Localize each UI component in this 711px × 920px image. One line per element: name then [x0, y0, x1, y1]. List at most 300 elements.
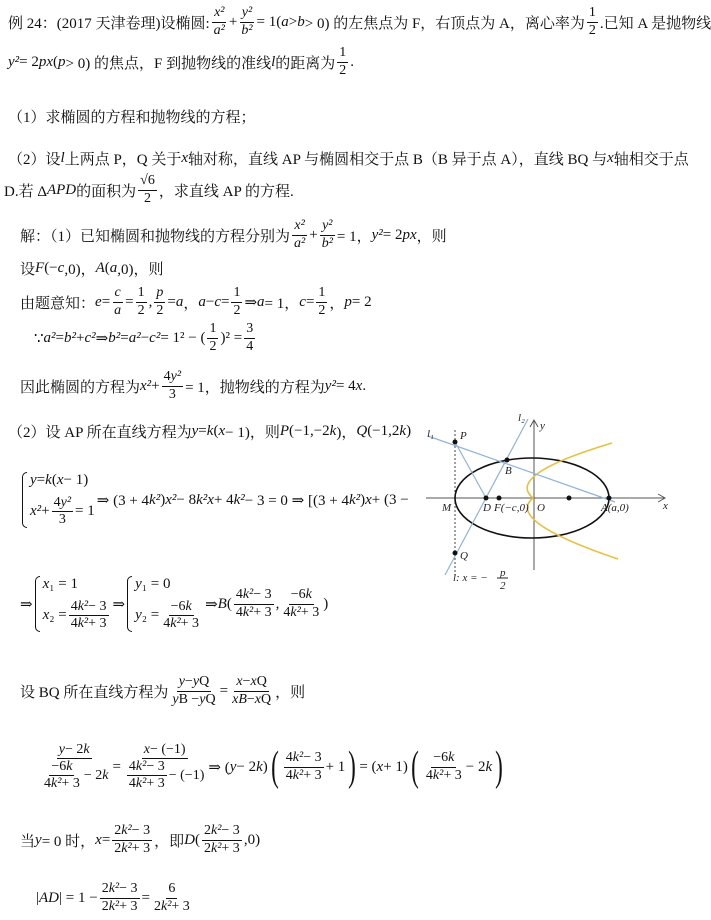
math-variable: x — [218, 422, 226, 439]
text-run: Q — [205, 691, 216, 707]
numerator — [240, 5, 254, 22]
math-variable: k²x — [196, 491, 214, 508]
text-run: 4 — [285, 750, 293, 766]
numerator — [57, 742, 92, 759]
text-run: − 3 — [146, 758, 165, 774]
system-row — [43, 599, 111, 632]
label-directrix: l: x = − — [453, 572, 488, 584]
math-variable: l — [271, 53, 276, 70]
text-run: 1 — [318, 285, 326, 301]
numerator — [289, 587, 314, 604]
math-variable: x — [355, 377, 363, 394]
numerator — [169, 599, 194, 616]
system-rows — [135, 576, 203, 632]
math-variable: k — [485, 758, 493, 775]
denominator — [123, 759, 206, 792]
denominator — [127, 776, 167, 792]
text-run: 1 — [137, 285, 145, 301]
math-variable: y² — [371, 226, 383, 243]
denominator — [57, 512, 68, 528]
math-variable: D — [184, 831, 195, 848]
math-variable: k² — [121, 840, 132, 856]
text-run: Q — [256, 674, 267, 690]
denominator — [292, 236, 307, 252]
equation-system — [35, 576, 111, 632]
text-run: 上两点 P，Q 关于 — [64, 151, 182, 168]
left-brace — [35, 576, 40, 632]
denominator — [100, 899, 140, 915]
text-run: 设 — [20, 261, 36, 278]
numerator — [49, 759, 74, 776]
fraction — [162, 369, 183, 402]
math-variable: y² — [322, 218, 333, 234]
text-run: + 3 — [131, 840, 151, 856]
fraction — [316, 285, 327, 318]
text-run: 4 — [425, 767, 433, 783]
math-variable: a — [109, 259, 118, 276]
text-run: + — [228, 13, 238, 30]
math-variable: k² — [242, 604, 254, 620]
math-variable: k² — [121, 823, 132, 839]
fraction — [244, 321, 255, 354]
text-run: 2 — [203, 823, 211, 839]
text-run: 2 — [233, 302, 241, 318]
text-run: + 3 — [300, 604, 320, 620]
text-run: ，求直线 AP 的方程. — [158, 183, 294, 200]
math-variable: y — [199, 691, 206, 707]
equation-system — [127, 576, 203, 632]
text-run: = ( — [359, 758, 377, 775]
math-variable: y — [192, 674, 200, 690]
math-variable: c² — [149, 329, 161, 346]
text-run: 2 — [156, 302, 164, 318]
text-run: − 3 — [303, 750, 322, 766]
text-run: = 1² − ( — [160, 329, 206, 346]
math-variable: k — [185, 598, 192, 614]
left-paren: ( — [411, 744, 419, 790]
text-run: − (−1) — [168, 767, 205, 783]
text-run: 轴对称，直线 AP 与椭圆相交于点 B（B 异于点 A），直线 BQ 与 — [188, 151, 608, 168]
text-run: 4 — [235, 587, 243, 603]
fraction — [138, 173, 157, 206]
numerator — [127, 759, 167, 776]
text-run: 的面积为 — [76, 183, 137, 200]
left-paren: ( — [270, 744, 279, 790]
text-run: ) — [360, 491, 366, 508]
text-run: ， — [329, 295, 345, 312]
numerator — [337, 45, 348, 62]
text-run: 6 — [168, 881, 176, 897]
text-run: ⇒ — [112, 596, 126, 613]
text-run: + 3 — [88, 616, 107, 631]
math-variable: x — [250, 674, 257, 690]
math-variable: y² — [241, 5, 253, 21]
fraction — [424, 750, 464, 783]
math-variable: a² — [128, 329, 141, 346]
text-run: 4 — [285, 767, 293, 783]
math-variable: k — [102, 767, 109, 783]
text-run: −6 — [433, 750, 449, 766]
math-variable: px — [402, 226, 417, 243]
fraction — [230, 674, 273, 707]
math-variable: a — [257, 293, 265, 310]
math-variable: y — [135, 575, 142, 592]
fraction — [38, 742, 110, 792]
denominator — [337, 63, 348, 79]
text-run: √6 — [140, 173, 155, 189]
denominator — [170, 692, 217, 708]
system-rows — [30, 472, 95, 528]
paren-content — [422, 750, 492, 783]
math-variable: x — [42, 607, 50, 623]
point-focus-right — [567, 496, 572, 501]
math-variable: k — [448, 750, 455, 766]
math-variable: y² — [60, 494, 72, 510]
math-variable: y — [229, 758, 237, 775]
denominator — [154, 303, 165, 319]
text-run: > 0) 的焦点，F 到抛物线的准线 — [65, 55, 272, 72]
math-variable: k — [66, 758, 73, 774]
text-run: B − — [178, 691, 200, 707]
numerator — [231, 285, 242, 302]
left-brace — [127, 576, 132, 632]
math-variable: x — [181, 149, 189, 166]
text-run: 3 — [58, 512, 66, 527]
fraction — [161, 599, 201, 632]
denominator — [281, 605, 321, 621]
math-variable: x — [95, 831, 102, 848]
paren-content — [282, 750, 346, 783]
right-paren: ) — [348, 744, 357, 790]
text-run: = — [55, 329, 65, 346]
fraction — [127, 759, 167, 792]
text-run: + 3 — [221, 840, 240, 856]
math-variable: p — [58, 53, 66, 70]
fraction — [112, 823, 152, 856]
text-run: , — [148, 293, 153, 310]
numerator — [162, 369, 183, 386]
text-run: 4 — [128, 758, 136, 774]
text-run: ₂ = — [49, 607, 67, 623]
math-variable: px — [38, 53, 54, 70]
text-run: 4 — [70, 598, 78, 614]
system-row — [135, 576, 203, 593]
text-run: | = 1 − — [59, 889, 98, 906]
text-run: ₁ = 0 — [141, 575, 171, 592]
text-run: 2 — [101, 898, 109, 914]
math-variable: k² — [135, 758, 147, 774]
text-run: 1 — [588, 5, 596, 21]
math-variable: a — [281, 13, 289, 30]
math-variable: b² — [108, 329, 121, 346]
text-run: = — [141, 889, 150, 906]
math-variable: k² — [160, 898, 172, 914]
point-b — [505, 458, 510, 463]
label-b: B — [505, 465, 512, 477]
text-run: ⇒ — [95, 330, 109, 347]
text-run: , — [275, 595, 280, 612]
system-row — [43, 576, 111, 593]
text-run: ( — [104, 259, 110, 276]
text-run: + 1 — [325, 758, 346, 775]
text-run: （1）求椭圆的方程和抛物线的方程； — [8, 109, 256, 126]
math-variable: P — [279, 422, 289, 439]
fraction — [112, 285, 123, 318]
fraction — [202, 823, 242, 856]
text-run: ) — [160, 491, 166, 508]
math-variable: Q — [356, 422, 368, 439]
text-run: ， — [183, 295, 199, 312]
equation-system — [22, 472, 95, 528]
math-variable: y — [178, 674, 185, 690]
denominator — [230, 692, 273, 708]
denominator — [207, 339, 218, 355]
text-run: = — [101, 293, 111, 310]
math-variable: x² — [214, 5, 225, 21]
fraction — [281, 587, 321, 620]
text-run: = 1，抛物线的方程为 — [185, 379, 325, 396]
math-variable: APD — [46, 181, 77, 198]
math-variable: x² — [30, 503, 42, 519]
math-variable: k² — [348, 491, 361, 508]
text-run: − 2 — [83, 767, 103, 783]
fraction — [136, 285, 147, 318]
math-variable: k² — [135, 776, 147, 792]
math-variable: y — [58, 741, 66, 757]
math-variable: y — [35, 831, 42, 848]
denominator — [142, 191, 153, 207]
math-variable: b² — [64, 329, 77, 346]
math-variable: y — [172, 691, 179, 707]
math-variable: k² — [51, 776, 62, 792]
text-run: − 3 — [119, 881, 138, 897]
text-run: ，则 — [275, 684, 306, 701]
text-run: = — [305, 293, 315, 310]
text-run: − 3 — [253, 587, 272, 603]
text-run: 的距离为 — [275, 55, 336, 72]
text-run: 设 BQ 所在直线方程为 — [20, 684, 169, 701]
denominator — [316, 303, 327, 319]
text-run: > — [288, 13, 298, 30]
fraction — [123, 742, 206, 792]
text-run: − 1) — [63, 471, 89, 488]
denominator — [284, 768, 324, 784]
math-variable: x — [56, 471, 64, 488]
numerator — [202, 823, 242, 840]
numerator — [52, 495, 73, 512]
math-variable: k — [83, 741, 90, 757]
numerator — [177, 674, 211, 691]
numerator — [234, 587, 274, 604]
text-run: = — [112, 758, 121, 775]
math-variable: k² — [108, 898, 120, 914]
text-run: + 3 — [303, 767, 322, 783]
text-run: 由题意知： — [20, 295, 96, 312]
text-run: − 3 — [131, 823, 151, 839]
numerator — [234, 674, 268, 691]
text-run: 2 — [209, 338, 217, 354]
math-variable: k — [256, 758, 263, 775]
denominator — [587, 23, 598, 39]
text-run: 4 — [163, 616, 171, 631]
fraction — [207, 321, 218, 354]
math-variable: c — [214, 293, 221, 310]
text-run: ( — [194, 831, 200, 848]
text-run: ⇒ (3 + 4 — [96, 492, 150, 509]
text-run: = 4 — [335, 377, 356, 394]
text-run: ⇒ — [20, 596, 33, 613]
text-run: ( — [53, 53, 59, 70]
fraction — [234, 587, 274, 620]
text-run: − (−1) — [149, 741, 186, 757]
fraction — [100, 881, 140, 914]
numerator — [69, 599, 109, 616]
text-run: ,0)， — [64, 261, 96, 278]
text-run: + 1) — [383, 758, 408, 775]
denominator — [239, 23, 254, 39]
text-run: = 2 — [351, 293, 372, 310]
math-variable: a² — [43, 329, 56, 346]
text-run: = 1( — [256, 13, 282, 30]
text-run: | — [36, 889, 40, 906]
text-run: 2 — [153, 898, 161, 914]
text-run: − 2 — [65, 741, 84, 757]
numerator — [320, 218, 334, 235]
text-run: = — [167, 293, 176, 310]
text-run: − — [205, 293, 215, 310]
text-run: 1 — [233, 285, 241, 301]
math-variable: x² — [294, 218, 305, 234]
text-run: ( — [226, 595, 232, 612]
text-run: = 1， — [336, 228, 372, 245]
numerator — [244, 321, 255, 338]
text-run: 4 — [283, 604, 291, 620]
denominator — [320, 236, 335, 252]
fraction — [320, 218, 335, 251]
text-run: D.若 Δ — [4, 183, 47, 200]
math-variable: a² — [213, 22, 225, 38]
math-variable: a² — [294, 235, 306, 251]
text-run: )， — [336, 424, 357, 441]
text-run: .已知 A 是抛物线 — [599, 15, 711, 32]
text-run: Q — [261, 691, 272, 707]
text-run: （2）设 AP 所在直线方程为 — [8, 424, 192, 441]
math-variable: a — [198, 293, 206, 310]
fraction — [170, 674, 217, 707]
denominator — [424, 768, 464, 784]
text-run: 2 — [203, 840, 211, 856]
math-variable: A — [95, 259, 105, 276]
math-variable: k² — [292, 767, 304, 783]
numerator — [142, 742, 188, 759]
text-run: + 3 — [253, 604, 272, 620]
text-run: 当 — [20, 833, 36, 850]
denominator — [112, 841, 152, 857]
system-row — [135, 599, 203, 632]
math-variable: x — [365, 491, 372, 508]
fraction — [69, 599, 109, 632]
denominator — [42, 776, 82, 792]
numerator — [166, 881, 177, 898]
text-run: 轴相交于点 — [613, 151, 689, 168]
text-run: 4 — [163, 369, 171, 385]
fraction — [337, 45, 348, 78]
math-variable: p — [156, 285, 164, 301]
text-run: ,0) — [243, 831, 261, 848]
math-variable: k² — [77, 616, 89, 631]
point-d — [484, 496, 489, 501]
label-m: M — [442, 502, 452, 514]
text-run: = 0 时， — [41, 833, 96, 850]
math-variable: e — [95, 293, 102, 310]
numerator — [212, 5, 226, 22]
text-run: ₂ = — [141, 607, 160, 623]
text-run: ) — [406, 422, 412, 439]
math-variable: y² — [170, 369, 182, 385]
math-variable: xB — [232, 691, 247, 707]
text-run: + 3 — [171, 898, 190, 914]
text-run: −6 — [170, 598, 186, 614]
big-parentheses — [408, 746, 506, 788]
math-variable: y² — [8, 53, 20, 70]
math-variable: k² — [170, 616, 181, 631]
label-x: x — [663, 500, 668, 512]
text-run: − — [242, 674, 251, 690]
text-run: − 2 — [236, 758, 257, 775]
text-run: + — [151, 377, 160, 394]
text-run: − 2 — [465, 758, 486, 775]
text-run: −6 — [290, 587, 306, 603]
text-run: + 4 — [213, 491, 234, 508]
text-run: − — [184, 674, 193, 690]
label-a: A(a,0) — [601, 502, 629, 514]
denominator — [212, 23, 227, 39]
denominator — [231, 303, 242, 319]
point-q — [453, 551, 458, 556]
math-variable: k — [305, 587, 312, 603]
text-run: + 3 — [61, 776, 80, 792]
numerator — [431, 750, 456, 767]
text-run: −6 — [51, 758, 67, 774]
math-variable: k² — [242, 587, 254, 603]
math-variable: k² — [233, 491, 245, 508]
text-run: ⇒ — [244, 294, 258, 311]
numerator — [316, 285, 327, 302]
text-run: ,0)，则 — [117, 261, 164, 278]
text-run: = 1， — [264, 295, 300, 312]
text-run: （2）设 — [8, 151, 61, 168]
label-p: P — [460, 430, 467, 442]
fraction — [152, 881, 192, 914]
text-run: > 0) 的左焦点为 F，右顶点为 A，离心率为 — [304, 15, 585, 32]
text-run: Q — [199, 674, 210, 690]
big-parentheses — [268, 746, 360, 788]
point-p — [453, 440, 458, 445]
numerator — [207, 321, 218, 338]
left-brace — [22, 472, 27, 528]
fraction — [239, 5, 254, 38]
math-variable: b — [297, 13, 305, 30]
math-variable: c — [57, 259, 65, 276]
text-run: − 3 — [88, 598, 107, 614]
denominator — [202, 841, 242, 857]
math-variable: F — [35, 259, 45, 276]
text-run: 4 — [70, 616, 78, 631]
text-run: 4 — [246, 338, 254, 354]
text-run: 2 — [588, 22, 596, 38]
math-variable: a — [114, 302, 122, 318]
fraction — [212, 5, 227, 38]
